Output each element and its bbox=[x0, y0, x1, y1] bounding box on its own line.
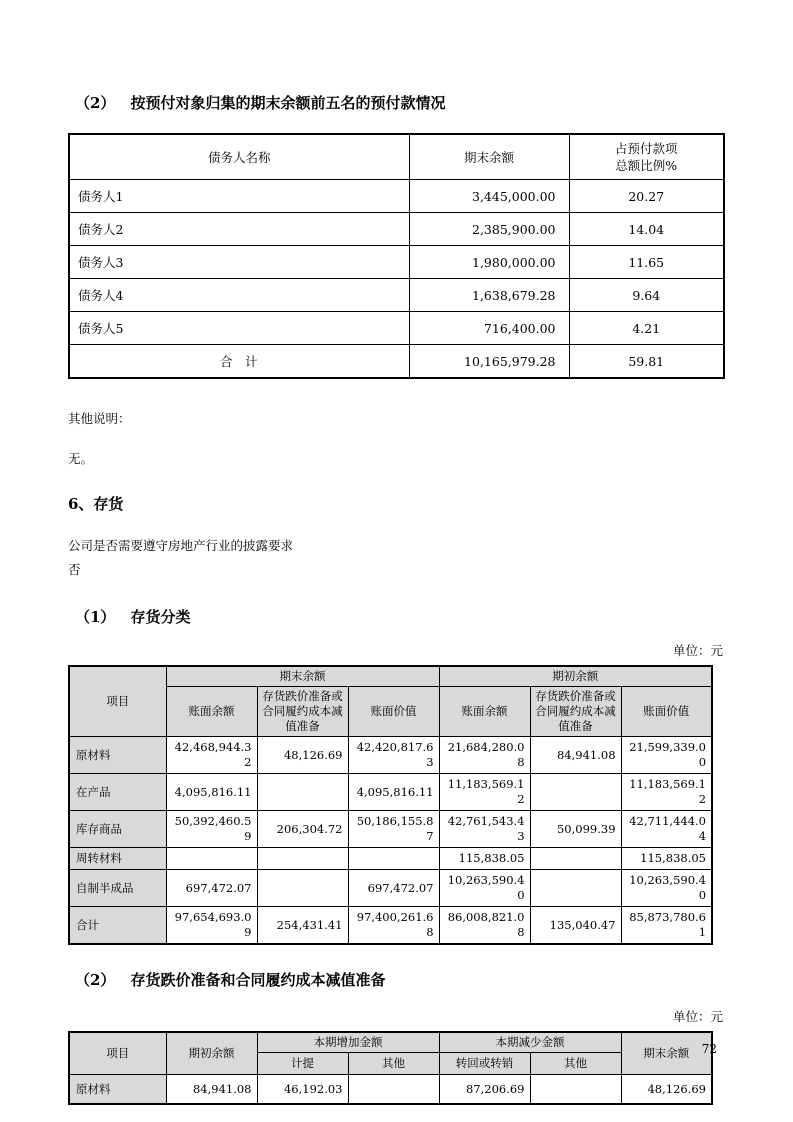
col-header-ratio-line2: 总额比例% bbox=[615, 158, 678, 173]
heading-title: 存货跌价准备和合同履约成本减值准备 bbox=[130, 971, 386, 989]
table-row bbox=[69, 737, 712, 774]
real-estate-answer: 否 bbox=[68, 562, 81, 577]
cell-value: 10,263,590.40 bbox=[621, 870, 712, 907]
cell-value: 50,099.39 bbox=[530, 811, 621, 848]
section-heading-prepayments bbox=[68, 93, 723, 113]
table-header-sub-row bbox=[69, 687, 712, 737]
col-header-ending-balance: 期末余额 bbox=[621, 1032, 712, 1075]
ratio: 4.21 bbox=[569, 312, 724, 345]
table-row bbox=[69, 774, 712, 811]
cell-value bbox=[530, 774, 621, 811]
item-label: 原材料 bbox=[69, 737, 166, 774]
cell-value: 97,400,261.68 bbox=[348, 907, 439, 945]
cell-value: 48,126.69 bbox=[621, 1075, 712, 1105]
col-header-provision-begin: 存货跌价准备或合同履约成本减值准备 bbox=[530, 687, 621, 737]
col-header-accrual: 计提 bbox=[257, 1053, 348, 1075]
cell-value: 21,599,339.00 bbox=[621, 737, 712, 774]
table-row bbox=[69, 279, 724, 312]
other-note-value: 无。 bbox=[68, 451, 94, 466]
cell-value: 50,186,155.87 bbox=[348, 811, 439, 848]
cell-value: 86,008,821.08 bbox=[439, 907, 530, 945]
table-row bbox=[69, 213, 724, 246]
ratio: 20.27 bbox=[569, 180, 724, 213]
item-label: 自制半成品 bbox=[69, 870, 166, 907]
inventory-classification-table bbox=[68, 665, 713, 945]
col-header-carrying-begin: 账面价值 bbox=[621, 687, 712, 737]
debtor-name: 债务人1 bbox=[69, 180, 409, 213]
ending-balance: 1,980,000.00 bbox=[409, 246, 569, 279]
cell-value: 46,192.03 bbox=[257, 1075, 348, 1105]
table-header-row bbox=[69, 134, 724, 180]
item-label: 周转材料 bbox=[69, 848, 166, 870]
col-header-ending-balance: 期末余额 bbox=[409, 134, 569, 180]
total-balance: 10,165,979.28 bbox=[409, 345, 569, 379]
table-row bbox=[69, 180, 724, 213]
subsection-heading-classification bbox=[68, 607, 723, 627]
item-label: 原材料 bbox=[69, 1075, 166, 1105]
cell-value: 11,183,569.12 bbox=[439, 774, 530, 811]
cell-value: 254,431.41 bbox=[257, 907, 348, 945]
table-total-row bbox=[69, 907, 712, 945]
other-note-label: 其他说明： bbox=[68, 411, 131, 426]
cell-value: 115,838.05 bbox=[439, 848, 530, 870]
col-header-item: 项目 bbox=[69, 666, 166, 737]
cell-value: 4,095,816.11 bbox=[348, 774, 439, 811]
heading-title: 按预付对象归集的期末余额前五名的预付款情况 bbox=[130, 94, 446, 112]
col-header-provision-end: 存货跌价准备或合同履约成本减值准备 bbox=[257, 687, 348, 737]
table-row bbox=[69, 1075, 712, 1105]
cell-value bbox=[257, 848, 348, 870]
col-header-reversal: 转回或转销 bbox=[439, 1053, 530, 1075]
page-number: 72 bbox=[701, 1042, 717, 1056]
ending-balance: 716,400.00 bbox=[409, 312, 569, 345]
cell-value: 87,206.69 bbox=[439, 1075, 530, 1105]
col-header-other-decrease: 其他 bbox=[530, 1053, 621, 1075]
cell-value: 84,941.08 bbox=[166, 1075, 257, 1105]
real-estate-question: 公司是否需要遵守房地产行业的披露要求 bbox=[68, 538, 294, 553]
cell-value: 42,420,817.63 bbox=[348, 737, 439, 774]
ending-balance: 1,638,679.28 bbox=[409, 279, 569, 312]
unit-label: 单位：元 bbox=[672, 643, 723, 658]
table-row bbox=[69, 246, 724, 279]
table-total-row bbox=[69, 345, 724, 379]
cell-value: 697,472.07 bbox=[348, 870, 439, 907]
group-header-decrease: 本期减少金额 bbox=[439, 1032, 621, 1053]
group-header-increase: 本期增加金额 bbox=[257, 1032, 439, 1053]
cell-value bbox=[166, 848, 257, 870]
cell-value bbox=[530, 848, 621, 870]
ending-balance: 2,385,900.00 bbox=[409, 213, 569, 246]
cell-value: 48,126.69 bbox=[257, 737, 348, 774]
cell-value: 21,684,280.08 bbox=[439, 737, 530, 774]
debtor-name: 债务人2 bbox=[69, 213, 409, 246]
col-header-book-balance-end: 账面余额 bbox=[166, 687, 257, 737]
cell-value bbox=[257, 870, 348, 907]
col-header-item: 项目 bbox=[69, 1032, 166, 1075]
cell-value: 97,654,693.09 bbox=[166, 907, 257, 945]
item-label: 在产品 bbox=[69, 774, 166, 811]
cell-value: 42,468,944.32 bbox=[166, 737, 257, 774]
cell-value: 697,472.07 bbox=[166, 870, 257, 907]
debtor-name: 债务人4 bbox=[69, 279, 409, 312]
debtor-name: 债务人5 bbox=[69, 312, 409, 345]
col-header-debtor-name: 债务人名称 bbox=[69, 134, 409, 180]
cell-value: 50,392,460.59 bbox=[166, 811, 257, 848]
prepayments-table bbox=[68, 133, 725, 379]
cell-value bbox=[530, 1075, 621, 1105]
ending-balance: 3,445,000.00 bbox=[409, 180, 569, 213]
heading-number: （2） bbox=[75, 94, 116, 112]
cell-value: 206,304.72 bbox=[257, 811, 348, 848]
col-header-carrying-end: 账面价值 bbox=[348, 687, 439, 737]
cell-value: 10,263,590.40 bbox=[439, 870, 530, 907]
table-row bbox=[69, 848, 712, 870]
table-header-group-row bbox=[69, 1032, 712, 1053]
heading-number: （2） bbox=[75, 971, 116, 989]
ratio: 14.04 bbox=[569, 213, 724, 246]
ratio: 9.64 bbox=[569, 279, 724, 312]
cell-value: 42,711,444.04 bbox=[621, 811, 712, 848]
item-label: 库存商品 bbox=[69, 811, 166, 848]
heading-number: （1） bbox=[75, 608, 116, 626]
table-row bbox=[69, 312, 724, 345]
cell-value: 115,838.05 bbox=[621, 848, 712, 870]
cell-value bbox=[348, 848, 439, 870]
heading-title: 存货分类 bbox=[130, 608, 191, 626]
table-row bbox=[69, 811, 712, 848]
table-header-group-row bbox=[69, 666, 712, 687]
col-header-ratio-line1: 占预付款项 bbox=[614, 141, 678, 156]
col-header-ratio bbox=[569, 134, 724, 180]
cell-value: 85,873,780.61 bbox=[621, 907, 712, 945]
total-label: 合 计 bbox=[69, 345, 409, 379]
table-row bbox=[69, 870, 712, 907]
cell-value: 84,941.08 bbox=[530, 737, 621, 774]
section-heading-inventory: 6、存货 bbox=[68, 495, 124, 513]
cell-value: 4,095,816.11 bbox=[166, 774, 257, 811]
col-header-beginning-balance: 期初余额 bbox=[166, 1032, 257, 1075]
cell-value: 135,040.47 bbox=[530, 907, 621, 945]
cell-value bbox=[257, 774, 348, 811]
inventory-provision-table bbox=[68, 1031, 713, 1105]
cell-value: 42,761,543.43 bbox=[439, 811, 530, 848]
total-label: 合计 bbox=[69, 907, 166, 945]
col-header-other-increase: 其他 bbox=[348, 1053, 439, 1075]
total-ratio: 59.81 bbox=[569, 345, 724, 379]
subsection-heading-provision bbox=[68, 970, 723, 990]
cell-value bbox=[348, 1075, 439, 1105]
group-header-ending: 期末余额 bbox=[166, 666, 439, 687]
col-header-book-balance-begin: 账面余额 bbox=[439, 687, 530, 737]
ratio: 11.65 bbox=[569, 246, 724, 279]
unit-label: 单位：元 bbox=[672, 1009, 723, 1024]
group-header-beginning: 期初余额 bbox=[439, 666, 712, 687]
debtor-name: 债务人3 bbox=[69, 246, 409, 279]
cell-value bbox=[530, 870, 621, 907]
cell-value: 11,183,569.12 bbox=[621, 774, 712, 811]
